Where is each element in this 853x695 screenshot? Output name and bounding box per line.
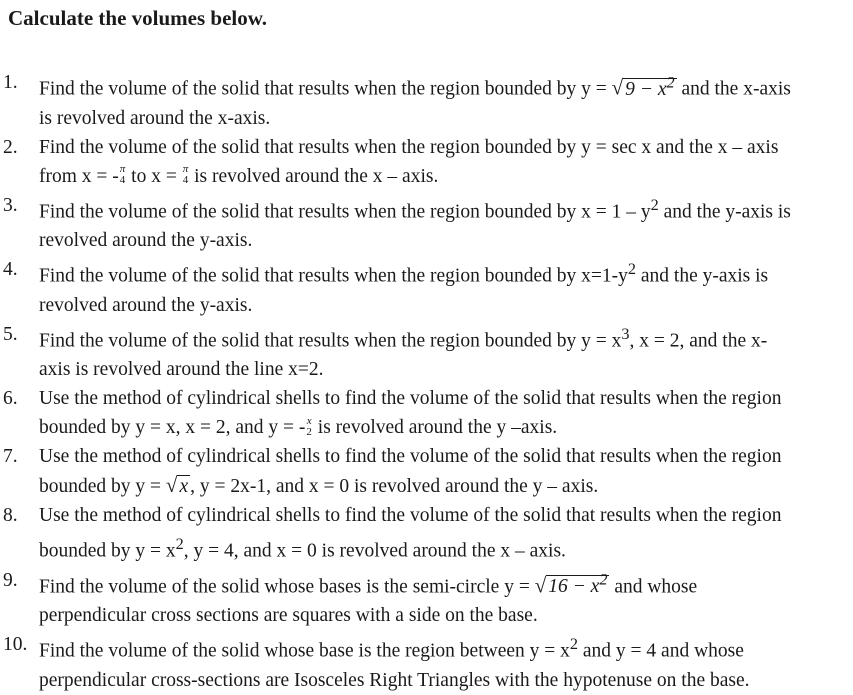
problem-number: 9. <box>3 569 18 591</box>
square-root: √ $9 - x^2$ <box>611 73 675 100</box>
exponent: 2 <box>175 535 184 553</box>
exponent: 2 <box>666 73 675 91</box>
exponent: 2 <box>650 195 659 214</box>
page-title: Calculate the volumes below. <box>8 6 267 30</box>
fraction-denominator: 2 <box>306 425 312 438</box>
exponent: 2 <box>627 260 636 278</box>
problem-9 <box>0 566 853 631</box>
radicand-text: 9 − x <box>625 78 667 100</box>
square-root: √ x <box>165 473 189 497</box>
problem-4 <box>0 255 853 320</box>
fraction-numerator: x <box>306 414 312 427</box>
problem-10 <box>0 630 853 695</box>
problem-text: Find the volume of the solid that results when the region bounded by x=1-y <box>39 265 628 287</box>
problem-number: 3. <box>3 194 18 216</box>
problem-text: to x = <box>126 165 182 187</box>
problem-text: and y = 4 and whose perpendicular cross-sections are Isosceles Right Triangles with the hypotenuse on the base. <box>39 640 750 691</box>
problem-text: Use the method of cylindrical shells to find the volume of the solid that results when the region bounded by y = <box>39 446 782 497</box>
problem-number: 4. <box>3 259 18 280</box>
problem-text: , y = 2x-1, and x = 0 is revolved around the y – axis. <box>190 476 599 497</box>
exponent: 2 <box>569 635 579 653</box>
problem-number: 6. <box>3 388 18 409</box>
fraction-denominator: 4 <box>182 174 189 187</box>
problem-text: Find the volume of the solid that results when the region bounded by y = <box>39 78 612 100</box>
problem-text: and the y-axis is revolved around the y-axis. <box>39 201 791 251</box>
exponent: 2 <box>599 570 608 589</box>
fraction <box>183 164 189 186</box>
problem-text: , x = 2, and the x-axis is revolved around the line x=2. <box>39 330 768 380</box>
problem-number: 8. <box>3 505 18 526</box>
square-root: √ $16 - x^2$ <box>534 570 608 597</box>
problem-text: and whose perpendicular cross sections are squares with a side on the base. <box>39 576 698 626</box>
problem-text: Use the method of cylindrical shells to find the volume of the solid that results when the region bounded by y = x <box>39 505 782 562</box>
problem-number: 2. <box>3 136 18 158</box>
problem-text: Find the volume of the solid that results when the region bounded by x = 1 – y <box>39 201 651 222</box>
problem-number: 10. <box>3 634 28 655</box>
problem-list <box>0 68 853 695</box>
problem-text: is revolved around the x – axis. <box>189 165 439 187</box>
problem-number: 1. <box>3 72 18 93</box>
problem-text: , y = 4, and x = 0 is revolved around the x – axis. <box>183 540 566 562</box>
problem-text: Find the volume of the solid whose bases is the semi-circle y = <box>39 576 535 597</box>
fraction <box>120 164 126 186</box>
problem-5 <box>0 320 853 385</box>
radicand-text: 16 − x <box>548 576 600 597</box>
fraction-numerator: π <box>119 163 126 176</box>
problem-6 <box>0 384 853 442</box>
problem-text: Find the volume of the solid whose base is the region between y = x <box>39 640 570 662</box>
problem-text: Find the volume of the solid that results when the region bounded by y = x <box>39 330 622 351</box>
fraction-denominator: 4 <box>119 174 126 187</box>
problem-3 <box>0 191 853 256</box>
problem-text: Use the method of cylindrical shells to find the volume of the solid that results when the region bounded by y = x, x = 2, and y = - <box>39 388 782 438</box>
problem-2 <box>0 133 853 191</box>
exponent: 3 <box>621 324 630 343</box>
problem-1 <box>0 68 853 133</box>
fraction-numerator: π <box>182 163 189 176</box>
problem-8 <box>0 501 853 566</box>
fraction <box>306 416 312 438</box>
problem-7 <box>0 442 853 501</box>
problem-number: 7. <box>3 446 18 467</box>
problem-text: and the x-axis is revolved around the x-axis. <box>39 78 791 129</box>
problem-text: is revolved around the y –axis. <box>312 417 558 438</box>
radicand-text: x <box>179 476 189 497</box>
problem-text: and the y-axis is revolved around the y-axis. <box>39 265 769 316</box>
problem-text: Find the volume of the solid that results when the region bounded by y = sec x and the x – axis from x = - <box>39 136 779 187</box>
problem-number: 5. <box>3 323 18 345</box>
